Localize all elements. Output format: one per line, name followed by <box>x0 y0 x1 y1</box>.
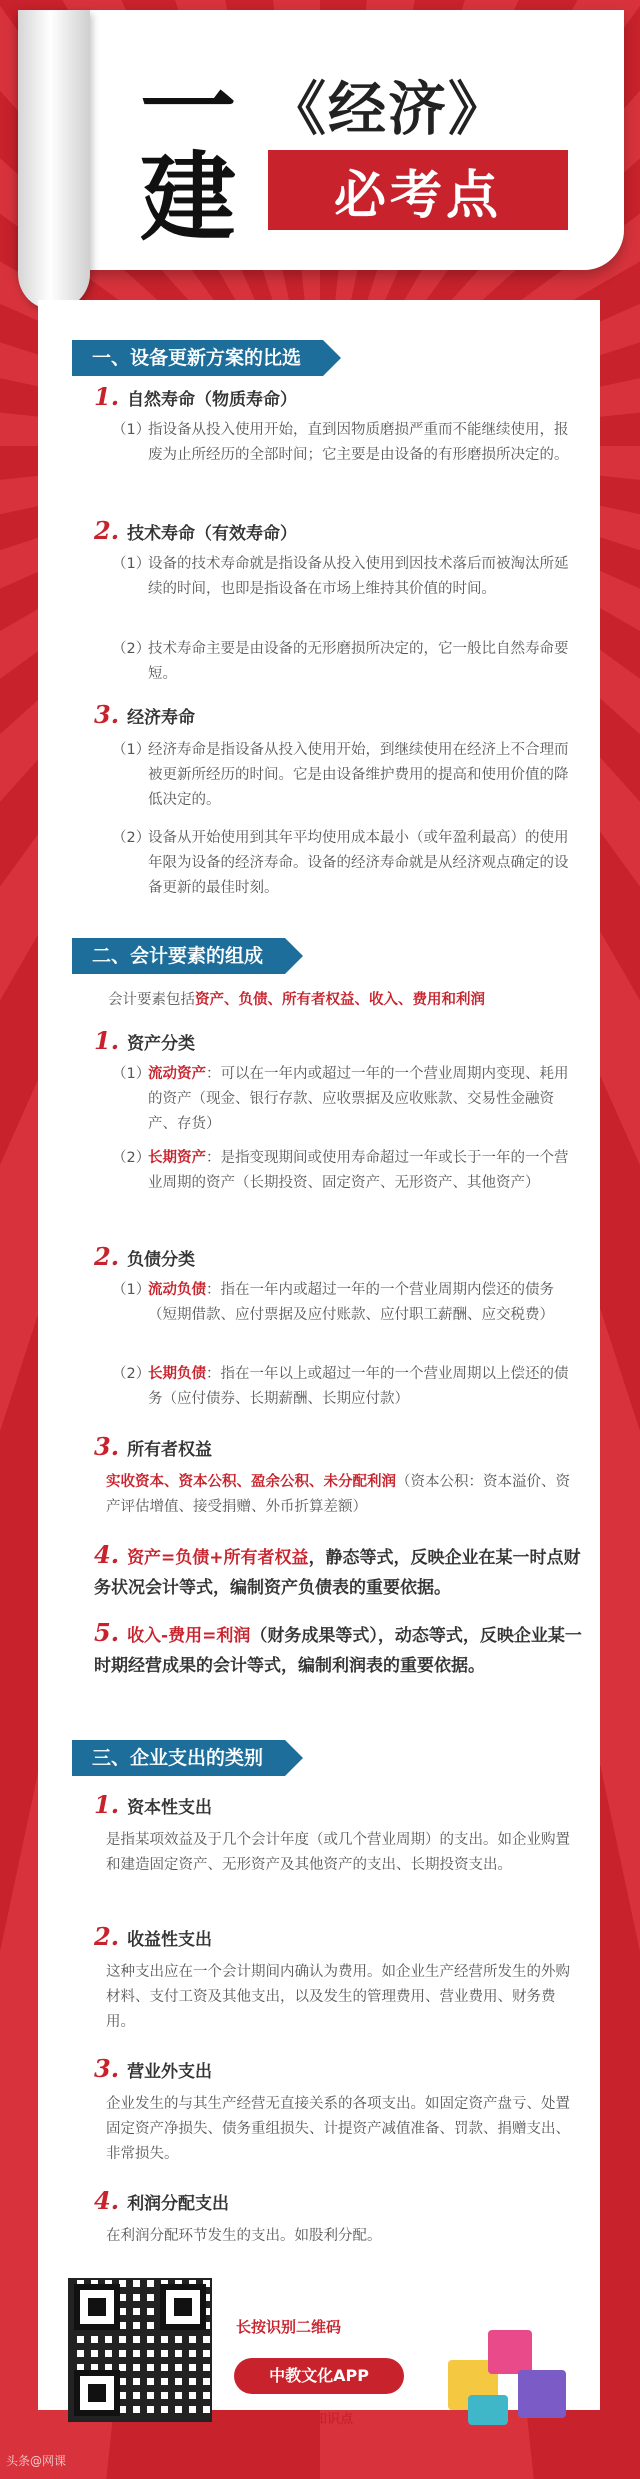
section-intro <box>108 988 578 1013</box>
equation: 收入-费用=利润 <box>127 1626 251 1646</box>
app-button[interactable]: 中教文化APP <box>234 2358 404 2394</box>
sub-title: 收益性支出 <box>127 1930 213 1950</box>
watermark: 头条@网课 <box>6 2454 67 2468</box>
item-index: （2） <box>112 641 151 657</box>
header-char-1: 一 <box>140 51 236 164</box>
sub-number: 3. <box>94 1432 120 1461</box>
sub-number: 2. <box>94 1242 120 1271</box>
sub-number: 4. <box>94 1540 120 1569</box>
tagline: 获取更多必考知识点 <box>236 2412 354 2427</box>
item-text <box>148 1278 580 1328</box>
paragraph: 是指某项效益及于几个会计年度（或几个营业周期）的支出。如企业购置和建造固定资产、无形资产及其他资产的支出、长期投资支出。 <box>106 1832 570 1873</box>
list-item <box>112 637 580 687</box>
list-item <box>112 1278 580 1328</box>
definition: ：指在一年内或超过一年的一个营业周期内偿还的债务（短期借款、应付票据及应付账款、应付职工薪酬、应交税费） <box>148 1282 554 1323</box>
subheading <box>94 2186 229 2215</box>
term: 长期负债 <box>148 1366 206 1382</box>
sub-title: 技术寿命（有效寿命） <box>127 524 298 544</box>
item-index: （1） <box>112 742 151 758</box>
sub-title: 所有者权益 <box>127 1440 213 1460</box>
subheading <box>94 382 297 411</box>
list-item <box>112 418 580 468</box>
sub-number: 1. <box>94 1026 120 1055</box>
subheading <box>94 1922 212 1951</box>
list-item <box>112 826 580 901</box>
sub-title: 利润分配支出 <box>127 2194 230 2214</box>
sub-title: 负债分类 <box>127 1250 196 1270</box>
sub-number: 2. <box>94 516 120 545</box>
qr-finder-pattern <box>74 2370 120 2416</box>
item-index: （1） <box>112 556 151 572</box>
gift-box-icon <box>468 2395 508 2425</box>
equation-desc: ，静态等式，反映企业在某一时点财务状况会计等式，编制资产负债表的重要依据。 <box>94 1548 581 1598</box>
page-subtitle: 必考点 <box>268 150 568 230</box>
definition: ：指在一年以上或超过一年的一个营业周期以上偿还的债务（应付债券、长期薪酬、长期应付款） <box>148 1366 569 1407</box>
item-text <box>148 1362 580 1412</box>
definition: ：可以在一年内或超过一年的一个营业周期内变现、耗用的资产（现金、银行存款、应收票据及应收账款、交易性金融资产、存货） <box>148 1066 569 1132</box>
item-text: 设备从开始使用到其年平均使用成本最小（或年盈利最高）的使用年限为设备的经济寿命。设备的经济寿命就是从经济观点确定的设备更新的最佳时刻。 <box>148 830 569 896</box>
equity-note: （资本公积：资本溢价、资产评估增值、接受捐赠、外币折算差额） <box>106 1474 570 1515</box>
sub-number: 2. <box>94 1922 120 1951</box>
equation-1 <box>94 1540 584 1603</box>
list-item <box>112 738 580 813</box>
equity-text <box>106 1470 576 1520</box>
qr-finder-pattern <box>160 2284 206 2330</box>
sub-number: 1. <box>94 382 120 411</box>
item-text <box>148 1062 580 1137</box>
subheading <box>94 1026 195 1055</box>
list-item <box>112 1062 580 1137</box>
item-index: （1） <box>112 1066 151 1082</box>
sub-number: 5. <box>94 1618 120 1647</box>
sub-number: 3. <box>94 700 120 729</box>
equity-items: 实收资本、资本公积、盈余公积、未分配利润 <box>106 1474 396 1490</box>
gift-box-icon <box>488 2330 532 2374</box>
item-index: （2） <box>112 830 151 846</box>
gift-box-icon <box>518 2370 566 2418</box>
subheading <box>94 516 297 545</box>
list-item <box>112 1362 580 1412</box>
intro-highlight: 资产、负债、所有者权益、收入、费用和利润 <box>195 992 485 1008</box>
sub-title: 资本性支出 <box>127 1798 213 1818</box>
sub-title: 自然寿命（物质寿命） <box>127 390 298 410</box>
item-index: （2） <box>112 1150 151 1166</box>
footer <box>38 2260 600 2440</box>
equation-desc: （财务成果等式），动态等式，反映企业某一时期经营成果的会计等式，编制利润表的重要依据。 <box>94 1626 582 1676</box>
subheading <box>94 2054 212 2083</box>
item-index: （1） <box>112 422 151 438</box>
page-title: 《经济》 <box>268 75 509 143</box>
item-text <box>148 1146 580 1196</box>
intro-text: 会计要素包括 <box>108 992 195 1008</box>
term: 流动资产 <box>148 1066 206 1082</box>
equation-2 <box>94 1618 584 1681</box>
sub-title: 资产分类 <box>127 1034 196 1054</box>
term: 流动负债 <box>148 1282 206 1298</box>
paragraph: 在利润分配环节发生的支出。如股利分配。 <box>106 2228 382 2244</box>
qr-finder-pattern <box>74 2284 120 2330</box>
item-text: 技术寿命主要是由设备的无形磨损所决定的，它一般比自然寿命要短。 <box>148 641 569 682</box>
subheading <box>94 1242 195 1271</box>
term: 长期资产 <box>148 1150 206 1166</box>
item-text: 指设备从投入使用开始，直到因物质磨损严重而不能继续使用，报废为止所经历的全部时间；它主要是由设备的有形磨损所决定的。 <box>148 422 569 463</box>
subheading <box>94 1790 212 1819</box>
qr-code[interactable] <box>68 2278 212 2422</box>
item-index: （2） <box>112 1366 151 1382</box>
scroll-curl-decoration <box>18 10 90 310</box>
paragraph: 这种支出应在一个会计期间内确认为费用。如企业生产经营所发生的外购材料、支付工资及其他支出，以及发生的管理费用、营业费用、财务费用。 <box>106 1964 570 2030</box>
section-heading-2: 二、会计要素的组成 <box>72 938 285 974</box>
sub-number: 3. <box>94 2054 120 2083</box>
list-item <box>112 1146 580 1196</box>
item-text: 设备的技术寿命就是指设备从投入使用到因技术落后而被淘汰所延续的时间，也即是指设备在市场上维持其价值的时间。 <box>148 556 569 597</box>
section-heading-1: 一、设备更新方案的比选 <box>72 340 323 376</box>
sub-title: 经济寿命 <box>127 708 196 728</box>
qr-label: 长按识别二维码 <box>236 2318 342 2336</box>
section-heading-3: 三、企业支出的类别 <box>72 1740 285 1776</box>
gift-boxes-illustration <box>438 2300 578 2430</box>
subheading <box>94 700 195 729</box>
paragraph: 企业发生的与其生产经营无直接关系的各项支出。如固定资产盘亏、处置固定资产净损失、债务重组损失、计提资产减值准备、罚款、捐赠支出、非常损失。 <box>106 2096 570 2162</box>
item-index: （1） <box>112 1282 151 1298</box>
sub-number: 4. <box>94 2186 120 2215</box>
sub-title: 营业外支出 <box>127 2062 213 2082</box>
item-text: 经济寿命是指设备从投入使用开始，到继续使用在经济上不合理而被更新所经历的时间。它是由设备维护费用的提高和使用价值的降低决定的。 <box>148 742 569 808</box>
sub-number: 1. <box>94 1790 120 1819</box>
list-item <box>112 552 580 602</box>
equation: 资产=负债+所有者权益 <box>127 1548 309 1568</box>
definition: ：是指变现期间或使用寿命超过一年或长于一年的一个营业周期的资产（长期投资、固定资产、无形资产、其他资产） <box>148 1150 569 1191</box>
header-char-2: 建 <box>140 141 236 254</box>
subheading <box>94 1432 212 1461</box>
